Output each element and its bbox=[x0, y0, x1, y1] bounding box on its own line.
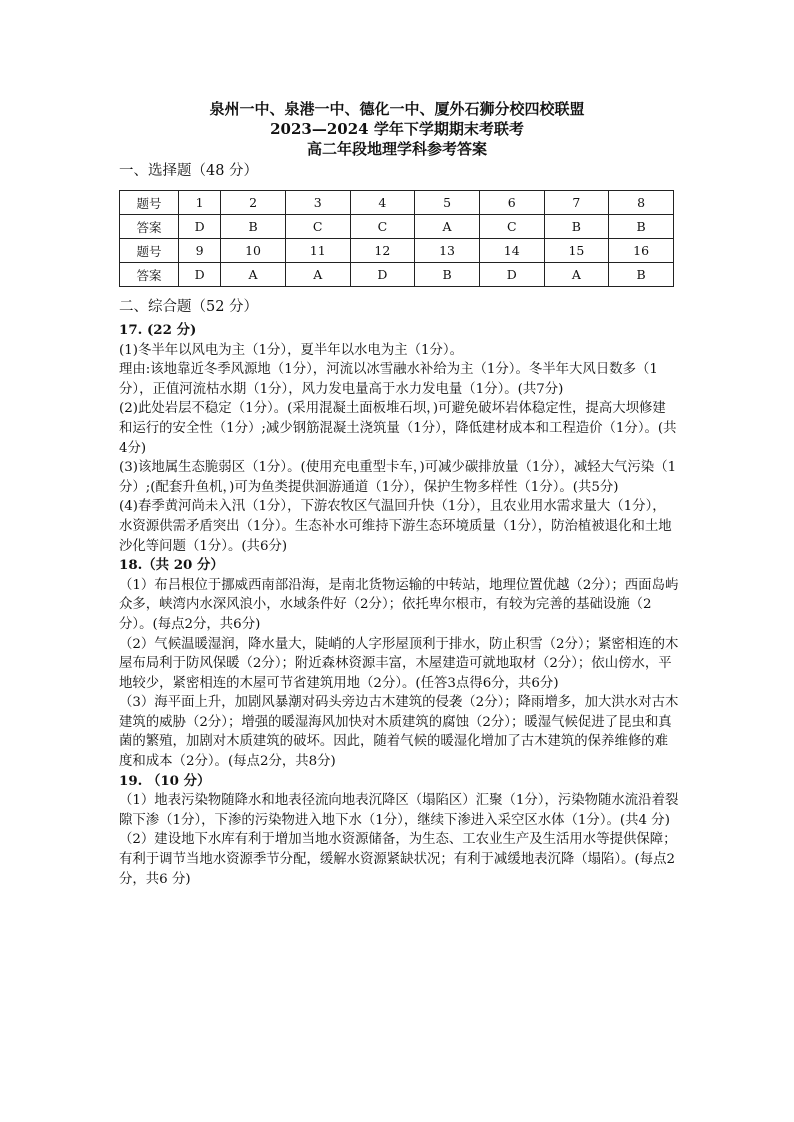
q17-part2: (2)此处岩层不稳定（1分）。(采用混凝土面板堆石坝，)可避免破坏岩体稳定性，提高大坝修建和运行的安全性（1分）;减少钢筋混凝土浇筑量（1分），降低建材成本和工程造价（1分）。(共4分) bbox=[119, 401, 677, 456]
table-cell: A bbox=[285, 263, 350, 287]
row-label-answer: 答案 bbox=[120, 263, 179, 287]
q17-part4: (4)春季黄河尚未入汛（1分），下游农牧区气温回升快（1分），且农业用水需求量大（1分），水资源供需矛盾突出（1分）。生态补水可维持下游生态环境质量（1分），防治植被退化和土地沙化等问题（1分）。(共6分) bbox=[119, 499, 672, 554]
q19-part2: （2）建设地下水库有利于增加当地水资源储备，为生态、工农业生产及生活用水等提供保障；有利于调节当地水资源季节分配，缓解水资源紧缺状况；有利于减缓地表沉降（塌陷）。(每点2分，共6 分) bbox=[119, 832, 677, 887]
table-cell: 12 bbox=[350, 239, 415, 263]
table-cell: 1 bbox=[179, 191, 221, 215]
table-cell: 11 bbox=[285, 239, 350, 263]
q18-part1: （1）布吕根位于挪威西南部沿海，是南北货物运输的中转站，地理位置优越（2分）；西面岛屿众多，峡湾内水深风浪小，水域条件好（2分）；依托卑尔根市，有较为完善的基础设施（2分）。(每点2分，共6分) bbox=[119, 577, 679, 632]
table-cell: 8 bbox=[609, 191, 674, 215]
table-row-numbers-2 bbox=[120, 239, 674, 263]
table-cell: 5 bbox=[415, 191, 480, 215]
q18-part2: （2）气候温暖湿润，降水量大，陡峭的人字形屋顶利于排水，防止积雪（2分）；紧密相连的木屋布局利于防风保暖（2分）；附近森林资源丰富，木屋建造可就地取材（2分）；依山傍水，平地较少，紧密相连的木屋可节省建筑用地（2分）。(任答3点得6分，共6分) bbox=[119, 636, 679, 691]
table-cell: C bbox=[350, 215, 415, 239]
row-label-question: 题号 bbox=[120, 191, 179, 215]
q17-part1-reason: 理由:该地靠近冬季风源地（1分），河流以冰雪融水补给为主（1分）。冬半年大风日数多（1分），正值河流枯水期（1分），风力发电量高于水力发电量（1分）。(共7分) bbox=[119, 362, 658, 397]
q17-part1: (1)冬半年以风电为主（1分），夏半年以水电为主（1分）。 bbox=[119, 342, 463, 358]
q18-part3: （3）海平面上升，加剧风暴潮对码头旁边古木建筑的侵袭（2分）；降雨增多，加大洪水对古木建筑的威胁（2分）；增强的暖湿海风加快对木质建筑的腐蚀（2分）；暖湿气候促进了昆虫和真菌的繁殖，加剧对木质建筑的破坏。因此，随着气候的暖湿化增加了古木建筑的保养维修的难度和成本（2分）。(每点2分，共8分) bbox=[119, 695, 679, 770]
q18-heading: 18.（共 20 分） bbox=[119, 557, 224, 574]
table-cell: 10 bbox=[221, 239, 286, 263]
table-cell: D bbox=[179, 263, 221, 287]
table-cell: 16 bbox=[609, 239, 674, 263]
table-cell: 4 bbox=[350, 191, 415, 215]
q17-part3: (3)该地属生态脆弱区（1分）。(使用充电重型卡车，)可减少碳排放量（1分），减轻大气污染（1分）;(配套升鱼机，)可为鱼类提供洄游通道（1分），保护生物多样性（1分）。(共5分) bbox=[119, 460, 677, 495]
table-cell: B bbox=[609, 215, 674, 239]
table-cell: 15 bbox=[544, 239, 609, 263]
row-label-answer: 答案 bbox=[120, 215, 179, 239]
table-cell: D bbox=[350, 263, 415, 287]
section-choice-title: 一、选择题（48 分） bbox=[119, 163, 259, 179]
table-cell: D bbox=[179, 215, 221, 239]
section-comprehensive-title: 二、综合题（52 分） bbox=[119, 299, 259, 315]
table-cell: 6 bbox=[479, 191, 544, 215]
school-alliance-title: 泉州一中、泉港一中、德化一中、厦外石狮分校四校联盟 bbox=[209, 100, 585, 118]
table-cell: 2 bbox=[221, 191, 286, 215]
table-cell: 7 bbox=[544, 191, 609, 215]
q17-heading: 17. (22 分) bbox=[119, 322, 197, 338]
q19-heading: 19. （10 分） bbox=[119, 772, 211, 789]
table-cell: C bbox=[285, 215, 350, 239]
table-cell: 9 bbox=[179, 239, 221, 263]
table-cell: B bbox=[415, 263, 480, 287]
table-cell: A bbox=[415, 215, 480, 239]
answer-body bbox=[119, 321, 679, 889]
table-cell: 13 bbox=[415, 239, 480, 263]
table-row-answers-2 bbox=[120, 263, 674, 287]
answer-table bbox=[119, 190, 674, 287]
table-cell: 3 bbox=[285, 191, 350, 215]
table-cell: B bbox=[544, 215, 609, 239]
table-row-answers-1 bbox=[120, 215, 674, 239]
q19-part1: （1）地表污染物随降水和地表径流向地表沉降区（塌陷区）汇聚（1分），污染物随水流沿着裂隙下渗（1分），下渗的污染物进入地下水（1分），继续下渗进入采空区水体（1分）。(共4 分) bbox=[119, 793, 679, 828]
subject-title: 高二年段地理学科参考答案 bbox=[306, 140, 487, 158]
table-cell: B bbox=[221, 215, 286, 239]
exam-term-title: 2023—2024 学年下学期期末考联考 bbox=[270, 120, 524, 138]
table-cell: C bbox=[479, 215, 544, 239]
row-label-question: 题号 bbox=[120, 239, 179, 263]
table-row-numbers-1 bbox=[120, 191, 674, 215]
table-cell: A bbox=[544, 263, 609, 287]
table-cell: D bbox=[479, 263, 544, 287]
table-cell: 14 bbox=[479, 239, 544, 263]
table-cell: B bbox=[609, 263, 674, 287]
table-cell: A bbox=[221, 263, 286, 287]
